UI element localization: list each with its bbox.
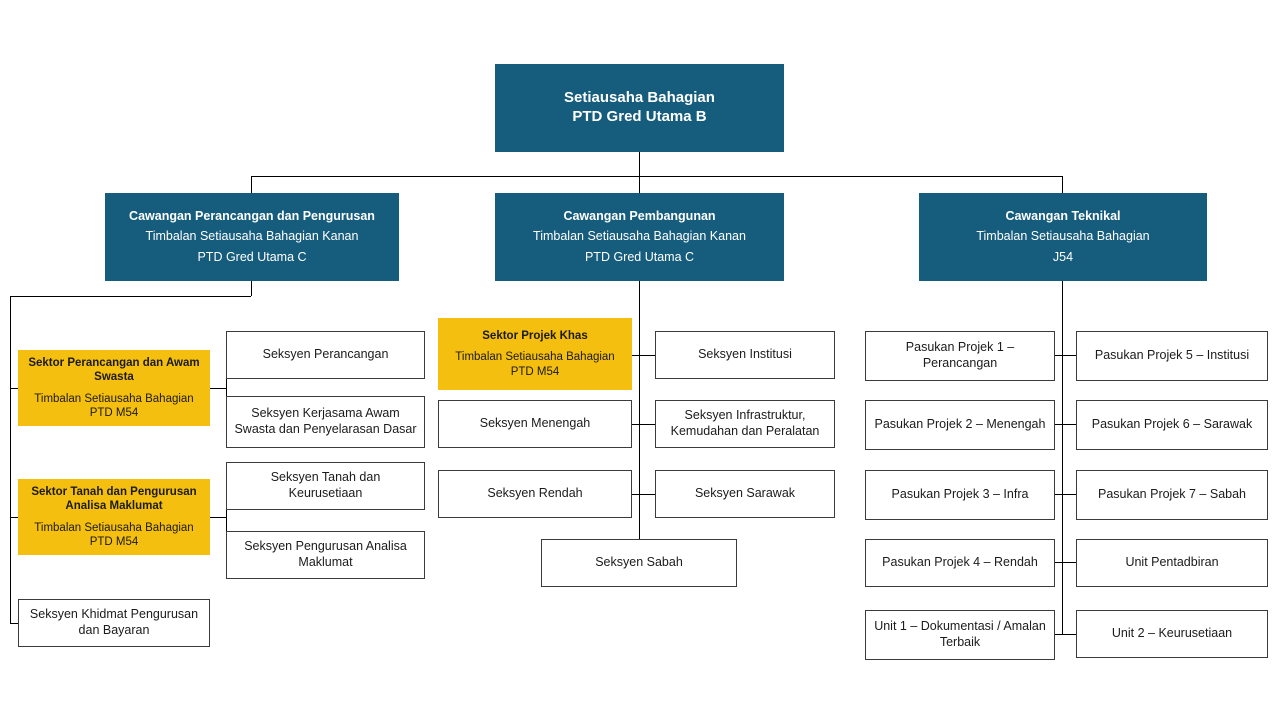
connector-b3-to-pp4 xyxy=(1055,562,1062,563)
connector-b1-spine-left xyxy=(10,296,251,297)
connector-branch3-down xyxy=(1062,176,1063,193)
node-line: Cawangan Pembangunan xyxy=(563,208,716,223)
node-sektor-tanah-dan-pengurusan-analisa-maklumat[interactable] xyxy=(18,479,210,555)
node-setiausaha-bahagian[interactable] xyxy=(495,64,784,152)
node-seksyen-sarawak[interactable] xyxy=(655,470,835,518)
connector-b2-to-sarawak xyxy=(639,494,655,495)
node-cawangan-perancangan-dan-pengurusan[interactable] xyxy=(105,193,399,281)
node-line: Pasukan Projek 3 – Infra xyxy=(891,487,1029,502)
connector-b2-to-infrastruktur xyxy=(639,424,655,425)
node-line: Cawangan Teknikal xyxy=(1005,208,1121,223)
node-line: Pasukan Projek 1 – Perancangan xyxy=(905,340,1015,370)
node-line: Seksyen Pengurusan Analisa Maklumat xyxy=(244,539,407,569)
node-pasukan-projek-7-sabah[interactable] xyxy=(1076,470,1268,520)
node-line: Timbalan Setiausaha Bahagian xyxy=(976,229,1150,244)
node-line: Seksyen Menengah xyxy=(479,416,591,431)
connector-sector2-out xyxy=(210,517,226,518)
connector-b1-to-khidmat xyxy=(10,623,18,624)
connector-b2-to-projekkhas xyxy=(632,355,639,356)
node-line: Seksyen Perancangan xyxy=(262,347,389,362)
connector-b2-to-rendah xyxy=(632,494,639,495)
node-pasukan-projek-1-perancangan[interactable] xyxy=(865,331,1055,381)
node-unit-2-keurusetiaan[interactable] xyxy=(1076,610,1268,658)
connector-b3-spine xyxy=(1062,281,1063,635)
node-line: Sektor Tanah dan Pengurusan Analisa Maklumat xyxy=(31,485,197,513)
node-pasukan-projek-2-menengah[interactable] xyxy=(865,400,1055,450)
connector-b3-to-pp7 xyxy=(1062,494,1076,495)
connector-branch1-down xyxy=(251,176,252,193)
node-sektor-perancangan-dan-awam-swasta[interactable] xyxy=(18,350,210,426)
node-line: Timbalan Setiausaha Bahagian Kanan xyxy=(145,229,359,244)
node-line: Seksyen Sarawak xyxy=(694,486,796,501)
connector-b3-to-unit2 xyxy=(1062,634,1076,635)
node-line: Seksyen Institusi xyxy=(698,347,792,362)
node-line: Pasukan Projek 4 – Rendah xyxy=(882,555,1038,570)
connector-branch-bus xyxy=(251,176,1063,177)
connector-sector1-out xyxy=(210,388,226,389)
connector-b1-spine-vertical xyxy=(10,296,11,624)
connector-b3-to-pp6 xyxy=(1062,424,1076,425)
node-cawangan-pembangunan[interactable] xyxy=(495,193,784,281)
connector-b1-to-sector1 xyxy=(10,388,18,389)
node-unit-1-dokumentasi-amalan-terbaik[interactable] xyxy=(865,610,1055,660)
node-line: Pasukan Projek 5 – Institusi xyxy=(1094,348,1250,363)
node-pasukan-projek-5-institusi[interactable] xyxy=(1076,331,1268,381)
connector-b3-to-unit1 xyxy=(1055,634,1062,635)
node-sektor-projek-khas[interactable] xyxy=(438,318,632,390)
node-line: Timbalan Setiausaha Bahagian PTD M54 xyxy=(34,392,194,419)
node-line: Sektor Projek Khas xyxy=(482,329,588,342)
node-line: Timbalan Setiausaha Bahagian Kanan xyxy=(533,229,746,244)
node-line: Seksyen Rendah xyxy=(487,486,583,501)
node-seksyen-infrastruktur[interactable] xyxy=(655,400,835,448)
node-line: Pasukan Projek 6 – Sarawak xyxy=(1091,417,1253,432)
node-seksyen-sabah[interactable] xyxy=(541,539,737,587)
node-line: J54 xyxy=(1052,249,1074,264)
node-line: Seksyen Infrastruktur, Kemudahan dan Peralatan xyxy=(670,408,820,438)
node-line: Timbalan Setiausaha Bahagian PTD M54 xyxy=(34,521,194,548)
node-line: Seksyen Tanah dan Keurusetiaan xyxy=(270,470,381,500)
node-line: Setiausaha Bahagian xyxy=(564,89,715,107)
node-line: PTD Gred Utama C xyxy=(197,249,307,264)
connector-root-down xyxy=(639,152,640,176)
connector-b2-to-institusi xyxy=(639,355,655,356)
connector-b1-spine-down xyxy=(251,281,252,296)
connector-b3-to-pp1 xyxy=(1055,355,1062,356)
node-line: Unit 2 – Keurusetiaan xyxy=(1111,626,1233,641)
node-seksyen-pengurusan-analisa-maklumat[interactable] xyxy=(226,531,425,579)
node-line: Unit 1 – Dokumentasi / Amalan Terbaik xyxy=(874,619,1046,649)
connector-b1-to-sector2 xyxy=(10,517,18,518)
node-unit-pentadbiran[interactable] xyxy=(1076,539,1268,587)
node-line: Unit Pentadbiran xyxy=(1125,555,1219,570)
node-line: Sektor Perancangan dan Awam Swasta xyxy=(28,356,200,384)
node-line: PTD Gred Utama C xyxy=(584,249,695,264)
node-seksyen-institusi[interactable] xyxy=(655,331,835,379)
node-seksyen-perancangan[interactable] xyxy=(226,331,425,379)
node-line: Cawangan Perancangan dan Pengurusan xyxy=(129,208,375,223)
node-line: Seksyen Sabah xyxy=(595,555,683,570)
node-seksyen-rendah[interactable] xyxy=(438,470,632,518)
node-line: Pasukan Projek 7 – Sabah xyxy=(1097,487,1247,502)
node-pasukan-projek-6-sarawak[interactable] xyxy=(1076,400,1268,450)
connector-b3-to-pp3 xyxy=(1055,494,1062,495)
connector-b3-to-pp5 xyxy=(1062,355,1076,356)
node-line: PTD Gred Utama B xyxy=(572,108,707,125)
connector-b3-to-pentadbiran xyxy=(1062,562,1076,563)
node-line: Seksyen Kerjasama Awam Swasta dan Penyelarasan Dasar xyxy=(234,406,417,436)
node-line: Pasukan Projek 2 – Menengah xyxy=(874,417,1046,432)
connector-b3-to-pp2 xyxy=(1055,424,1062,425)
node-seksyen-menengah[interactable] xyxy=(438,400,632,448)
node-line: Seksyen Khidmat Pengurusan dan Bayaran xyxy=(29,607,199,637)
connector-b2-spine xyxy=(639,281,640,563)
node-seksyen-kerjasama-awam-swasta[interactable] xyxy=(226,396,425,448)
node-line: Timbalan Setiausaha Bahagian PTD M54 xyxy=(455,351,615,378)
node-seksyen-tanah-dan-keurusetiaan[interactable] xyxy=(226,462,425,510)
connector-b2-to-menengah xyxy=(632,424,639,425)
node-pasukan-projek-3-infra[interactable] xyxy=(865,470,1055,520)
connector-branch2-down xyxy=(639,176,640,193)
node-seksyen-khidmat-pengurusan-dan-bayaran[interactable] xyxy=(18,599,210,647)
node-pasukan-projek-4-rendah[interactable] xyxy=(865,539,1055,587)
node-cawangan-teknikal[interactable] xyxy=(919,193,1207,281)
